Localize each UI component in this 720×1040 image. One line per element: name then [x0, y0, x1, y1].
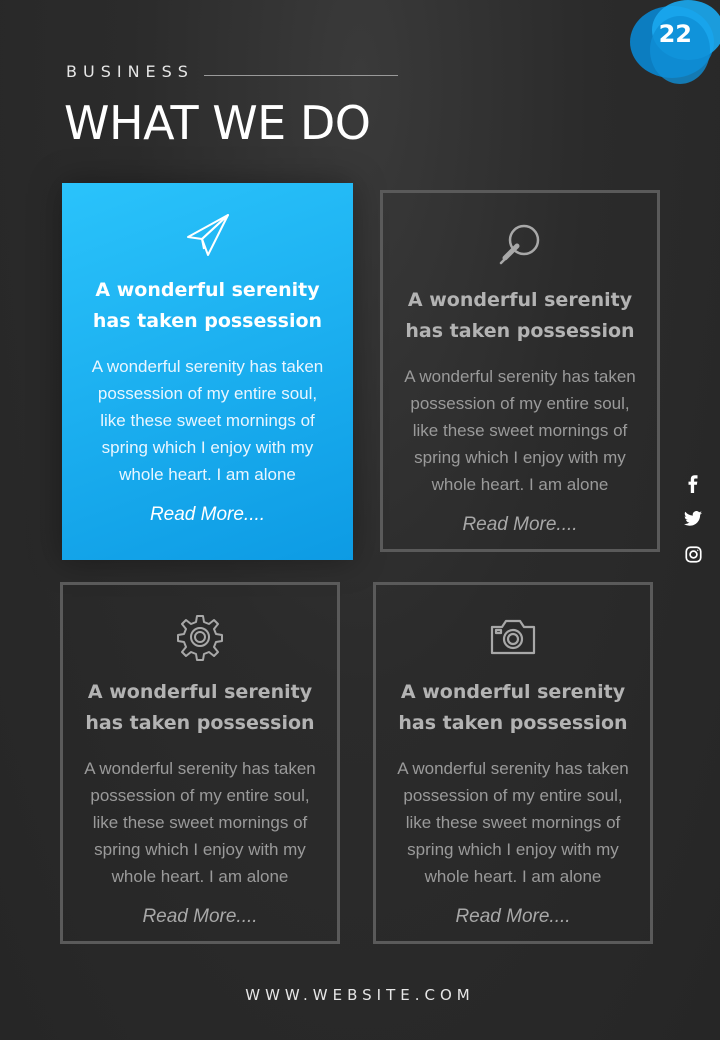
- card-title: A wonderful serenity has taken possession: [405, 289, 635, 342]
- card-description: A wonderful serenity has taken possession of my entire soul, like these sweet mornings of spring which I enjoy with my whole heart. I am alone: [91, 357, 324, 484]
- read-more-link[interactable]: Read More....: [462, 514, 578, 535]
- service-card-2: [380, 190, 660, 552]
- card-title: A wonderful serenity has taken possession: [398, 681, 628, 734]
- paper-plane-icon: [184, 209, 232, 261]
- camera-icon: [488, 611, 538, 663]
- service-card-4: [373, 582, 653, 944]
- card-description: A wonderful serenity has taken possession of my entire soul, like these sweet mornings of spring which I enjoy with my whole heart. I am alone: [397, 759, 629, 886]
- read-more-link[interactable]: Read More....: [149, 504, 266, 525]
- gear-icon: [175, 611, 225, 663]
- twitter-icon[interactable]: [683, 508, 703, 528]
- service-card-3: [60, 582, 340, 944]
- card-description: A wonderful serenity has taken possession of my entire soul, like these sweet mornings of spring which I enjoy with my whole heart. I am alone: [404, 367, 636, 494]
- page-number: 22: [658, 20, 692, 48]
- card-title: A wonderful serenity has taken possession: [85, 681, 315, 734]
- website-url[interactable]: WWW.WEBSITE.COM: [245, 986, 475, 1004]
- service-card-1: [62, 183, 353, 560]
- instagram-icon[interactable]: [683, 544, 703, 564]
- read-more-link[interactable]: Read More....: [455, 906, 571, 927]
- page-badge: [610, 0, 720, 100]
- facebook-icon[interactable]: [683, 474, 703, 494]
- read-more-link[interactable]: Read More....: [142, 906, 258, 927]
- kicker-divider: [204, 75, 398, 76]
- section-kicker-row: [66, 62, 398, 81]
- card-title: A wonderful serenity has taken possession: [92, 279, 323, 332]
- page-title: WHAT WE DO: [64, 96, 371, 150]
- card-description: A wonderful serenity has taken possession of my entire soul, like these sweet mornings of spring which I enjoy with my whole heart. I am alone: [84, 759, 316, 886]
- magnifier-icon: [495, 219, 545, 271]
- section-kicker: BUSINESS: [66, 62, 194, 81]
